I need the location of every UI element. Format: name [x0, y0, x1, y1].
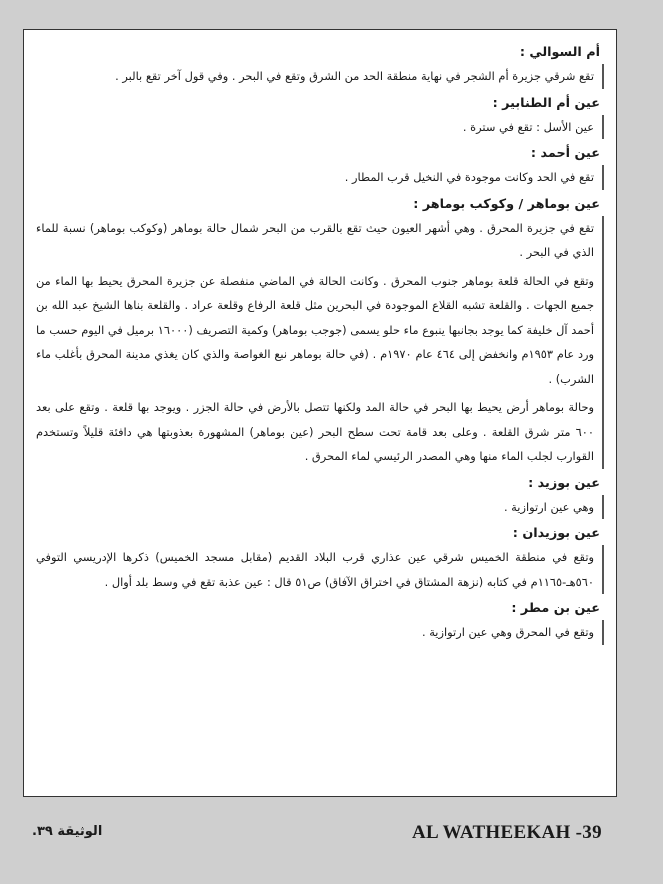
paragraph-block [36, 165, 604, 190]
paragraph-block [36, 216, 604, 469]
section [36, 143, 604, 190]
paragraph: وتقع في المحرق وهي عين ارتوازية . [421, 625, 594, 639]
section [36, 194, 604, 469]
section-heading: عين أحمد : [530, 146, 600, 161]
paragraph-block [36, 495, 604, 520]
page-footer [24, 822, 618, 846]
paragraph: تقع شرقي جزيرة أم الشجر في نهاية منطقة الحد من الشرق وتقع في البحر . وفي قول آخر تقع بالبر . [115, 69, 594, 83]
section-heading: عين بن مطر : [511, 601, 600, 616]
section [36, 42, 604, 89]
paragraph: تقع في جزيرة المحرق . وهي أشهر العيون حيث تقع بالقرب من البحر شمال حالة بوماهر (وكوكب بوماهر) نسبة للماء الذي في البحر . [36, 220, 594, 259]
page-frame [23, 29, 617, 797]
section-heading: عين بوماهر / وكوكب بوماهر : [413, 196, 600, 212]
section [36, 523, 604, 594]
paragraph: وحالة بوماهر أرض يحيط بها البحر في حالة المد ولكنها تتصل بالأرض في حالة الجزر . ويوجد بها قلعة . وتقع على بعد ٦٠٠ متر شرق القلعة . وعلى بعد قامة تحت سطح البحر (عين بوماهر) المشهورة بعذوبتها هي دافئة قليلاً وتستخدم القوارب لجلب الماء منها وهي المصدر الرئيسي لماء المحرق . [36, 400, 594, 463]
paragraph: تقع في الحد وكانت موجودة في النخيل قرب المطار . [344, 170, 594, 184]
section-heading: عين أم الطنابير : [492, 95, 600, 111]
paragraph: وتقع في منطقة الخميس شرقي عين عذاري قرب البلاد القديم (مقابل مسجد الخميس) ذكرها الإدريسي التوفي ٥٦٠هـ-١١٦٥م في كتابه (نزهة المشتاق في اختراق الآفاق) ص٥١ قال : عين عذبة تقع في وسط بلد أوال . [36, 550, 594, 589]
paragraph: وتقع في الحالة قلعة بوماهر جنوب المحرق . وكانت الحالة في الماضي منفصلة عن جزيرة المحرق يحيط بها الماء من جميع الجهات . والقلعة تشبه القلاع الموجودة في البحرين مثل قلعة الرفاع وقلعة عراد . والقلعة بناها الشيخ عبد الله بن أحمد آل خليفة كما يوجد بجانبها ينبوع ماء حلو يسمى (جوجب بوماهر) وكمية التصريف (١٦٠٠٠ برميل في اليوم حسب ما ورد عام ١٩٥٣م وانخفض إلى ٤٦٤ عام ١٩٧٠م . (في حالة بوماهر نبع الغواصة والذي كان يغذي مدينة المحرق بأغلب ماء الشرب) . [36, 273, 595, 386]
section [36, 93, 604, 140]
paragraph: عين الأسل : تقع في سترة . [462, 119, 594, 134]
section-heading: عين بوزيد : [528, 475, 600, 491]
paragraph-block [36, 545, 604, 594]
section [36, 473, 604, 520]
paragraph-block [36, 115, 604, 140]
section-heading: عين بوزيدان : [512, 526, 600, 541]
paragraph-block [36, 64, 604, 89]
paragraph: وهي عين ارتوازية . [503, 499, 594, 514]
footer-journal-name: AL WATHEEKAH -39 [412, 822, 602, 843]
section-heading: أم السوالي : [519, 45, 600, 60]
article-body [24, 30, 616, 645]
footer-arabic-page-label: الوثيقة ٣٩. [32, 824, 103, 839]
paragraph-block [36, 620, 604, 645]
section [36, 598, 604, 645]
